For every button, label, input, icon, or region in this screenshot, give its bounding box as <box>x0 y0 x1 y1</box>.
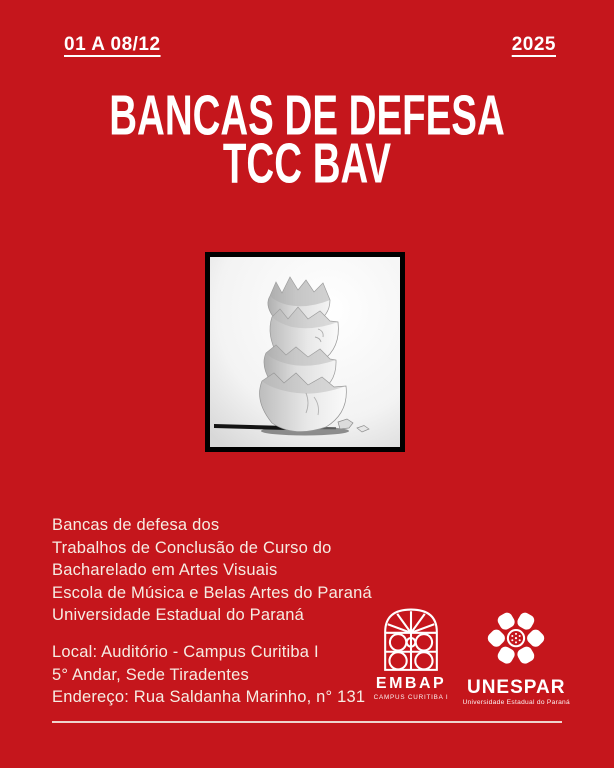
embap-window-icon <box>380 604 442 672</box>
location-line: Endereço: Rua Saldanha Marinho, n° 131 <box>52 688 366 706</box>
event-location <box>52 641 365 709</box>
unespar-logo <box>462 604 570 706</box>
embap-logo-subtitle: CAMPUS CURITIBA I <box>373 694 449 701</box>
date-range: 01 A 08/12 <box>64 34 161 55</box>
description-line: Universidade Estadual do Paraná <box>52 606 305 624</box>
unespar-logo-name: UNESPAR <box>466 677 566 698</box>
embap-logo <box>374 604 449 701</box>
year: 2025 <box>511 34 556 55</box>
eggshells-photo <box>205 252 405 452</box>
poster-title <box>0 84 614 196</box>
location-line: 5° Andar, Sede Tiradentes <box>52 665 249 684</box>
description-line: Trabalhos de Conclusão de Curso do <box>52 538 332 557</box>
eggshells-illustration <box>210 257 400 447</box>
unespar-logo-subtitle: Universidade Estadual do Paraná <box>462 699 570 706</box>
institution-logos <box>374 604 570 706</box>
embap-logo-name: EMBAP <box>375 675 447 692</box>
bottom-divider <box>52 721 562 723</box>
title-line-2: TCC BAV <box>222 132 392 196</box>
title-line-1: BANCAS DE DEFESA <box>109 84 505 148</box>
description-line: Bacharelado em Artes Visuais <box>52 561 278 579</box>
description-line: Bancas de defesa dos <box>52 516 220 534</box>
event-description <box>52 514 372 627</box>
unespar-flower-icon <box>480 604 552 674</box>
description-line: Escola de Música e Belas Artes do Paraná <box>52 583 372 602</box>
location-line: Local: Auditório - Campus Curitiba I <box>52 643 319 661</box>
